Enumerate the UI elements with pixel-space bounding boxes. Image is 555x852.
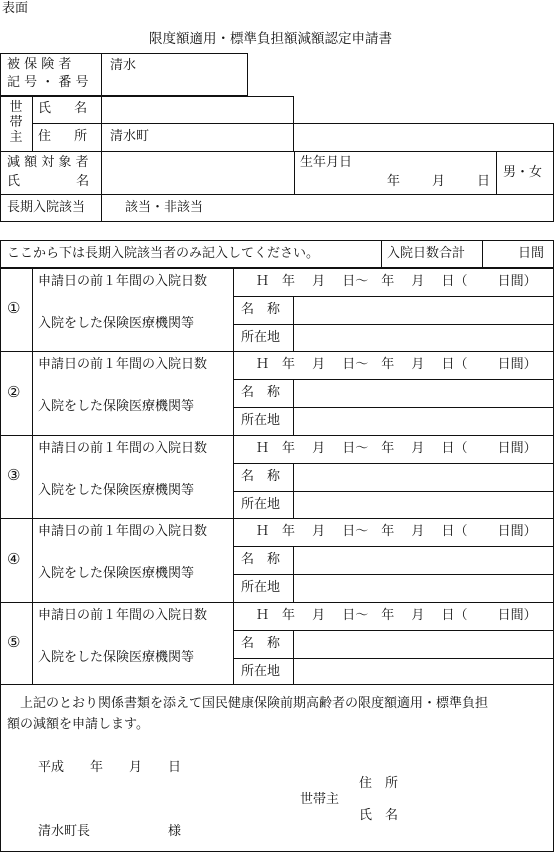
entry-location-label: 所在地 [241,580,281,595]
entry-period[interactable]: Ｈ 年 月 日～ 年 月 日（ 日間） [256,357,537,372]
divider [233,379,554,380]
divider [293,379,294,435]
reduction-target-name-field[interactable] [102,152,293,194]
entry-period[interactable]: Ｈ 年 月 日～ 年 月 日（ 日間） [256,608,537,623]
entry-number: ③ [7,466,21,484]
divider [293,630,294,685]
divider [294,151,295,195]
applicant-label: 世帯主 [300,792,340,807]
applicant-address-label: 住 所 [359,776,399,791]
household-address-value: 清水町 [110,129,150,144]
divider [0,351,554,352]
entry-days-label: 申請日の前１年間の入院日数 [38,357,208,372]
entry-number: ② [7,383,21,401]
divider [233,435,234,518]
entry-name-label: 名 称 [241,636,281,651]
entry-days-label: 申請日の前１年間の入院日数 [38,274,208,289]
entry-name-label: 名 称 [241,469,281,484]
divider [233,407,554,408]
divider [233,351,234,435]
entry-days-label: 申請日の前１年間の入院日数 [38,608,208,623]
entry-location-label: 所在地 [241,664,281,679]
divider [101,53,102,96]
total-days-unit: 日間 [518,246,545,261]
entry-facility-label: 入院をした保険医療機関等 [38,399,195,414]
divider [233,546,554,547]
divider [233,518,234,602]
divider [233,463,554,464]
applicant-name-label: 氏 名 [359,808,399,823]
divider [233,491,554,492]
divider [32,96,33,152]
entry-period[interactable]: Ｈ 年 月 日～ 年 月 日（ 日間） [256,274,537,289]
entry-facility-label: 入院をした保険医療機関等 [38,483,195,498]
divider [0,602,554,603]
vertical-char: 世 [9,100,23,115]
divider [233,324,554,325]
reduction-target-label-line1: 減 額 対 象 者 [7,155,89,170]
entry-facility-label: 入院をした保険医療機関等 [38,650,195,665]
declaration-line2: 額の減額を申請します。 [7,717,149,732]
long-term-label: 長期入院該当 [7,200,86,215]
total-days-label: 入院日数合計 [387,246,466,261]
entry-name-label: 名 称 [241,302,281,317]
divider [233,602,234,685]
birth-year-label: 年 [387,174,401,189]
household-name-field[interactable] [101,96,294,124]
divider [293,296,294,351]
gender-choice[interactable]: 男・女 [503,165,543,180]
entry-period[interactable]: Ｈ 年 月 日～ 年 月 日（ 日間） [256,441,537,456]
entry-location-label: 所在地 [241,413,281,428]
divider [233,268,234,351]
divider [233,574,554,575]
divider [0,518,554,519]
entry-facility-label: 入院をした保険医療機関等 [38,316,195,331]
divider [293,546,294,602]
declaration-line1: 上記のとおり関係書類を添えて国民健康保険前期高齢者の限度額適用・標準負担 [20,696,489,711]
insured-label-line2: 記 号 ・ 番 号 [7,75,89,90]
birth-day-label: 日 [477,174,491,189]
insured-value: 清水 [110,58,137,73]
divider [233,630,554,631]
household-head-vertical-label [9,100,23,145]
divider [482,240,483,268]
household-name-label: 氏 名 [38,101,90,116]
entry-location-label: 所在地 [241,330,281,345]
entry-location-label: 所在地 [241,497,281,512]
entry-period[interactable]: Ｈ 年 月 日～ 年 月 日（ 日間） [256,524,537,539]
entry-number: ⑤ [7,633,21,651]
household-address-label: 住 所 [38,129,90,144]
divider [381,240,382,268]
entry-name-label: 名 称 [241,552,281,567]
entry-days-label: 申請日の前１年間の入院日数 [38,524,208,539]
divider [32,268,33,685]
entry-name-label: 名 称 [241,385,281,400]
household-address-field[interactable] [101,123,554,152]
vertical-char: 主 [9,130,23,145]
long-term-choice[interactable]: 該当・非該当 [125,200,204,215]
divider [233,296,554,297]
entry-number: ① [7,299,21,317]
entry-number: ④ [7,550,21,568]
entry-days-label: 申請日の前１年間の入院日数 [38,441,208,456]
entry-facility-label: 入院をした保険医療機関等 [38,566,195,581]
birth-date-label: 生年月日 [300,155,353,170]
page-side-label: 表面 [2,1,29,16]
application-date[interactable]: 平成 年 月 日 [38,760,182,775]
long-term-instruction: ここから下は長期入院該当者のみ記入してください。 [7,246,320,261]
insured-label-line1: 被 保 険 者 [7,57,72,72]
addressee: 清水町長 [38,824,91,839]
form-title: 限度額適用・標準負担額減額認定申請書 [149,31,392,47]
honorific: 様 [168,824,182,839]
divider [293,463,294,518]
vertical-char: 帯 [9,115,23,130]
divider [233,658,554,659]
birth-month-label: 月 [432,174,446,189]
divider [101,194,102,222]
divider [0,435,554,436]
divider [496,151,497,195]
reduction-target-label-line2: 氏 名 [7,174,90,189]
